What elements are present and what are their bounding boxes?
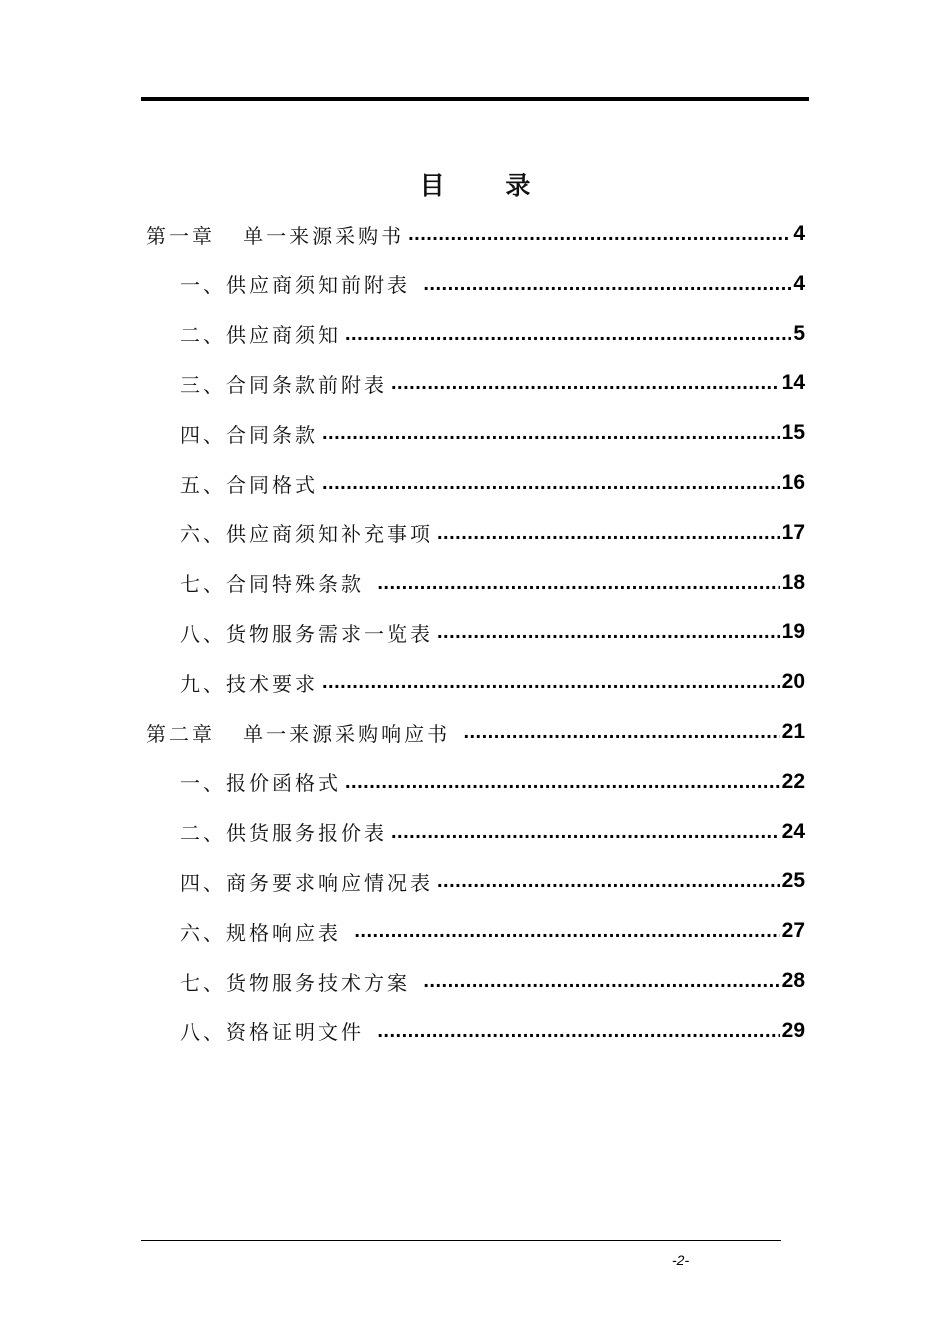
toc-entry-page: 14: [781, 371, 805, 395]
page-number: -2-: [672, 1252, 690, 1268]
toc-entry-page: 19: [781, 620, 805, 644]
toc-dot-leader: [354, 918, 779, 944]
toc-entry-label: 七、合同特殊条款: [180, 572, 374, 597]
toc-entry-page: 27: [781, 919, 805, 943]
toc-entry-label: 七、货物服务技术方案: [180, 970, 420, 995]
toc-chapter-entry[interactable]: [146, 212, 805, 256]
toc-section-entry[interactable]: [180, 660, 805, 704]
toc-entry-label: 四、商务要求响应情况表: [180, 870, 433, 895]
toc-dot-leader: [377, 570, 779, 596]
toc-entry-label: 一、供应商须知前附表: [180, 273, 420, 298]
toc-entry-page: 16: [781, 471, 805, 494]
toc-dot-leader: [437, 520, 780, 546]
toc-entry-label: 八、资格证明文件: [180, 1020, 374, 1045]
toc-dot-leader: [322, 669, 780, 695]
toc-entry-label: 六、规格响应表: [180, 920, 351, 945]
toc-section-entry[interactable]: [180, 610, 805, 654]
toc-entry-page: 25: [781, 869, 805, 893]
toc-entry-page: 18: [781, 570, 805, 594]
toc-entry-page: 22: [781, 769, 805, 793]
toc-dot-leader: [423, 968, 779, 994]
toc-dot-leader: [437, 868, 780, 894]
toc-entry-label: 三、合同条款前附表: [180, 372, 387, 397]
toc-section-entry[interactable]: [180, 411, 805, 455]
toc-entry-page: 17: [781, 520, 805, 544]
toc-dot-leader: [377, 1018, 779, 1044]
footer-rule: [141, 1240, 781, 1241]
toc-entry-page: 15: [781, 421, 805, 445]
toc-section-entry[interactable]: [180, 1009, 805, 1053]
toc-entry-label: 四、合同条款: [180, 422, 318, 447]
toc-title: 目 录: [419, 171, 557, 200]
toc-entry-label: 一、报价函格式: [180, 771, 341, 796]
toc-section-entry[interactable]: [180, 461, 805, 505]
toc-dot-leader: [437, 619, 780, 645]
toc-section-entry[interactable]: [180, 262, 805, 306]
toc-entry-label: 八、货物服务需求一览表: [180, 621, 433, 646]
toc-entry-label: 二、供应商须知: [180, 323, 341, 348]
toc-entry-label: 五、合同格式: [180, 472, 318, 497]
toc-dot-leader: [391, 819, 780, 845]
toc-section-entry[interactable]: [180, 561, 805, 605]
toc-dot-leader: [345, 769, 780, 795]
toc-section-entry[interactable]: [180, 312, 805, 356]
toc-dot-leader: [391, 370, 780, 396]
toc-entry-page: 4: [793, 271, 805, 295]
toc-entry-label: 二、供货服务报价表: [180, 821, 387, 846]
toc-entry-page: 24: [781, 819, 805, 843]
toc-section-entry[interactable]: [180, 859, 805, 903]
toc-entry-label: 九、技术要求: [180, 671, 318, 696]
toc-section-entry[interactable]: [180, 760, 805, 804]
toc-dot-leader: [345, 321, 791, 347]
toc-section-entry[interactable]: [180, 909, 805, 953]
toc-entry-page: 20: [781, 670, 805, 694]
toc-entry-page: 5: [793, 321, 805, 345]
toc-entry-label: 第一章 单一来源采购书: [146, 223, 405, 248]
toc-section-entry[interactable]: [180, 511, 805, 555]
toc-dot-leader: [322, 470, 780, 496]
toc-section-entry[interactable]: [180, 810, 805, 854]
toc-dot-leader: [463, 719, 779, 745]
toc-dot-leader: [423, 271, 791, 297]
toc-entry-page: 4: [793, 222, 805, 245]
toc-chapter-entry[interactable]: [146, 710, 805, 754]
toc-section-entry[interactable]: [180, 959, 805, 1003]
toc-section-entry[interactable]: [180, 361, 805, 405]
toc-entry-label: 第二章 单一来源采购响应书: [146, 721, 460, 746]
toc-entry-page: 21: [781, 720, 805, 743]
header-rule: [141, 97, 809, 101]
toc-entry-page: 28: [781, 969, 805, 992]
toc-dot-leader: [408, 221, 791, 247]
toc-entry-page: 29: [781, 1018, 805, 1042]
toc-dot-leader: [322, 420, 780, 446]
toc-entry-label: 六、供应商须知补充事项: [180, 522, 433, 547]
